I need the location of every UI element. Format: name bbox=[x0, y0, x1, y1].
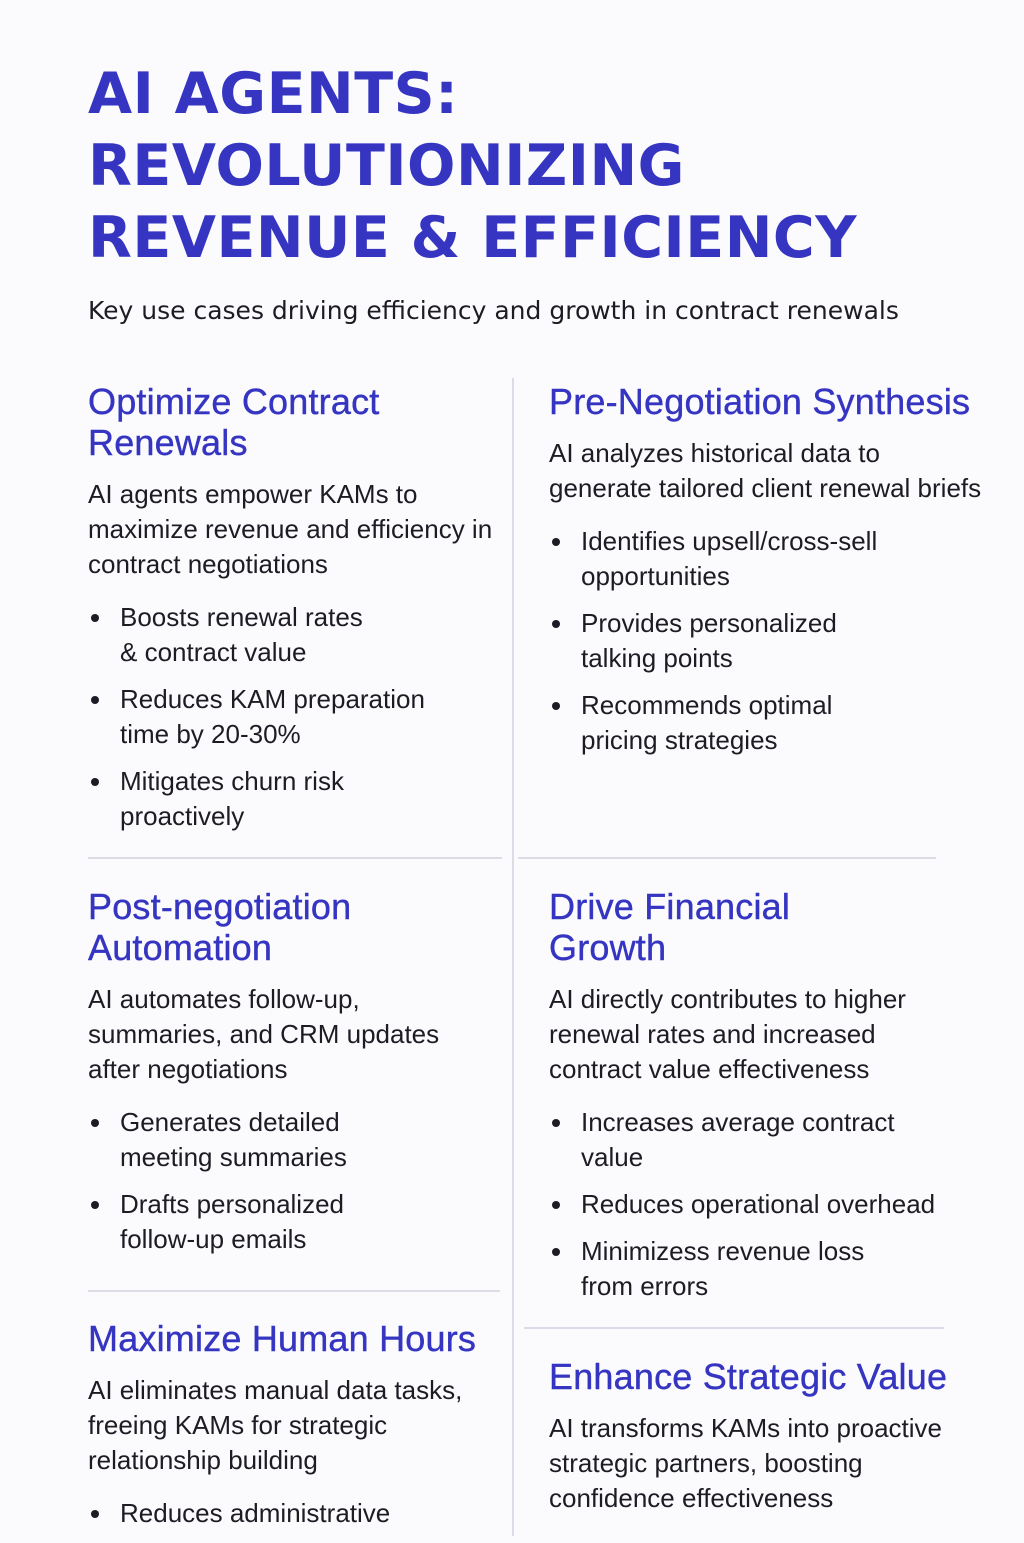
card-title: Pre-Negotiation Synthesis bbox=[549, 381, 971, 422]
card-title: Optimize Contract Renewals bbox=[88, 381, 380, 463]
bullet-dot-icon bbox=[91, 778, 99, 786]
bullet-text: Reduces KAM preparation time by 20-30% bbox=[120, 684, 425, 749]
card-description: AI directly contributes to higher renewal rates and increased contract value effectiveness bbox=[549, 984, 906, 1084]
bullet-list bbox=[88, 1496, 508, 1531]
bullet-item bbox=[549, 1234, 901, 1304]
bullet-dot-icon bbox=[552, 620, 560, 628]
bullet-item bbox=[549, 1187, 1001, 1222]
bullet-text: Boosts renewal rates & contract value bbox=[120, 602, 363, 667]
card-maximize-human-hours bbox=[88, 1318, 508, 1543]
bullet-text: Increases average contract value bbox=[581, 1107, 895, 1172]
bullet-text: Minimizess revenue loss from errors bbox=[581, 1236, 865, 1301]
bullet-text: Reduces administrative bbox=[120, 1498, 391, 1528]
bullet-item bbox=[88, 1187, 410, 1257]
card-description: AI analyzes historical data to generate tailored client renewal briefs bbox=[549, 438, 982, 503]
bullet-dot-icon bbox=[91, 696, 99, 704]
card-title: Maximize Human Hours bbox=[88, 1318, 477, 1359]
bullet-dot-icon bbox=[91, 1510, 99, 1518]
row-divider bbox=[88, 857, 502, 859]
card-pre-negotiation-synthesis bbox=[549, 381, 989, 770]
card-title: Enhance Strategic Value bbox=[549, 1356, 948, 1397]
bullet-list bbox=[88, 1105, 508, 1257]
card-title: Drive Financial Growth bbox=[549, 886, 791, 968]
bullet-item bbox=[549, 688, 891, 758]
bullet-dot-icon bbox=[91, 1201, 99, 1209]
bullet-item bbox=[88, 764, 380, 834]
row-divider bbox=[88, 1290, 500, 1292]
card-enhance-strategic-value bbox=[549, 1356, 979, 1516]
bullet-text: Generates detailed meeting summaries bbox=[120, 1107, 347, 1172]
bullet-dot-icon bbox=[552, 702, 560, 710]
bullet-text: Recommends optimal pricing strategies bbox=[581, 690, 833, 755]
bullet-item bbox=[549, 606, 891, 676]
bullet-item bbox=[549, 524, 989, 594]
card-post-negotiation-automation bbox=[88, 886, 508, 1269]
bullet-text: Drafts personalized follow-up emails bbox=[120, 1189, 344, 1254]
bullet-dot-icon bbox=[91, 1119, 99, 1127]
bullet-list bbox=[549, 1105, 989, 1304]
bullet-item bbox=[88, 1105, 410, 1175]
card-title: Post-negotiation Automation bbox=[88, 886, 352, 968]
card-optimize-contract-renewals bbox=[88, 381, 508, 846]
bullet-text: Reduces operational overhead bbox=[581, 1189, 936, 1219]
card-description: AI transforms KAMs into proactive strategic partners, boosting confidence effectiveness bbox=[549, 1413, 943, 1513]
bullet-dot-icon bbox=[552, 1201, 560, 1209]
card-description: AI eliminates manual data tasks, freeing KAMs for strategic relationship building bbox=[88, 1375, 463, 1475]
bullet-list bbox=[88, 600, 508, 834]
bullet-dot-icon bbox=[552, 538, 560, 546]
bullet-dot-icon bbox=[552, 1248, 560, 1256]
bullet-item bbox=[88, 682, 460, 752]
page-title: AI AGENTS: REVOLUTIONIZING REVENUE & EFFICIENCY bbox=[88, 61, 858, 271]
row-divider bbox=[524, 1327, 944, 1329]
card-description: AI agents empower KAMs to maximize revenue and efficiency in contract negotiations bbox=[88, 479, 493, 579]
column-divider bbox=[512, 378, 514, 1536]
bullet-item bbox=[88, 600, 380, 670]
bullet-item bbox=[549, 1105, 951, 1175]
bullet-text: Provides personalized talking points bbox=[581, 608, 837, 673]
bullet-dot-icon bbox=[91, 614, 99, 622]
bullet-dot-icon bbox=[552, 1119, 560, 1127]
bullet-list bbox=[549, 524, 989, 758]
bullet-text: Mitigates churn risk proactively bbox=[120, 766, 344, 831]
row-divider bbox=[518, 857, 936, 859]
bullet-item bbox=[88, 1496, 508, 1531]
card-description: AI automates follow-up, summaries, and CRM updates after negotiations bbox=[88, 984, 440, 1084]
card-drive-financial-growth bbox=[549, 886, 989, 1316]
page-subtitle: Key use cases driving efficiency and growth in contract renewals bbox=[88, 296, 899, 325]
bullet-text: Identifies upsell/cross-sell opportunities bbox=[581, 526, 878, 591]
